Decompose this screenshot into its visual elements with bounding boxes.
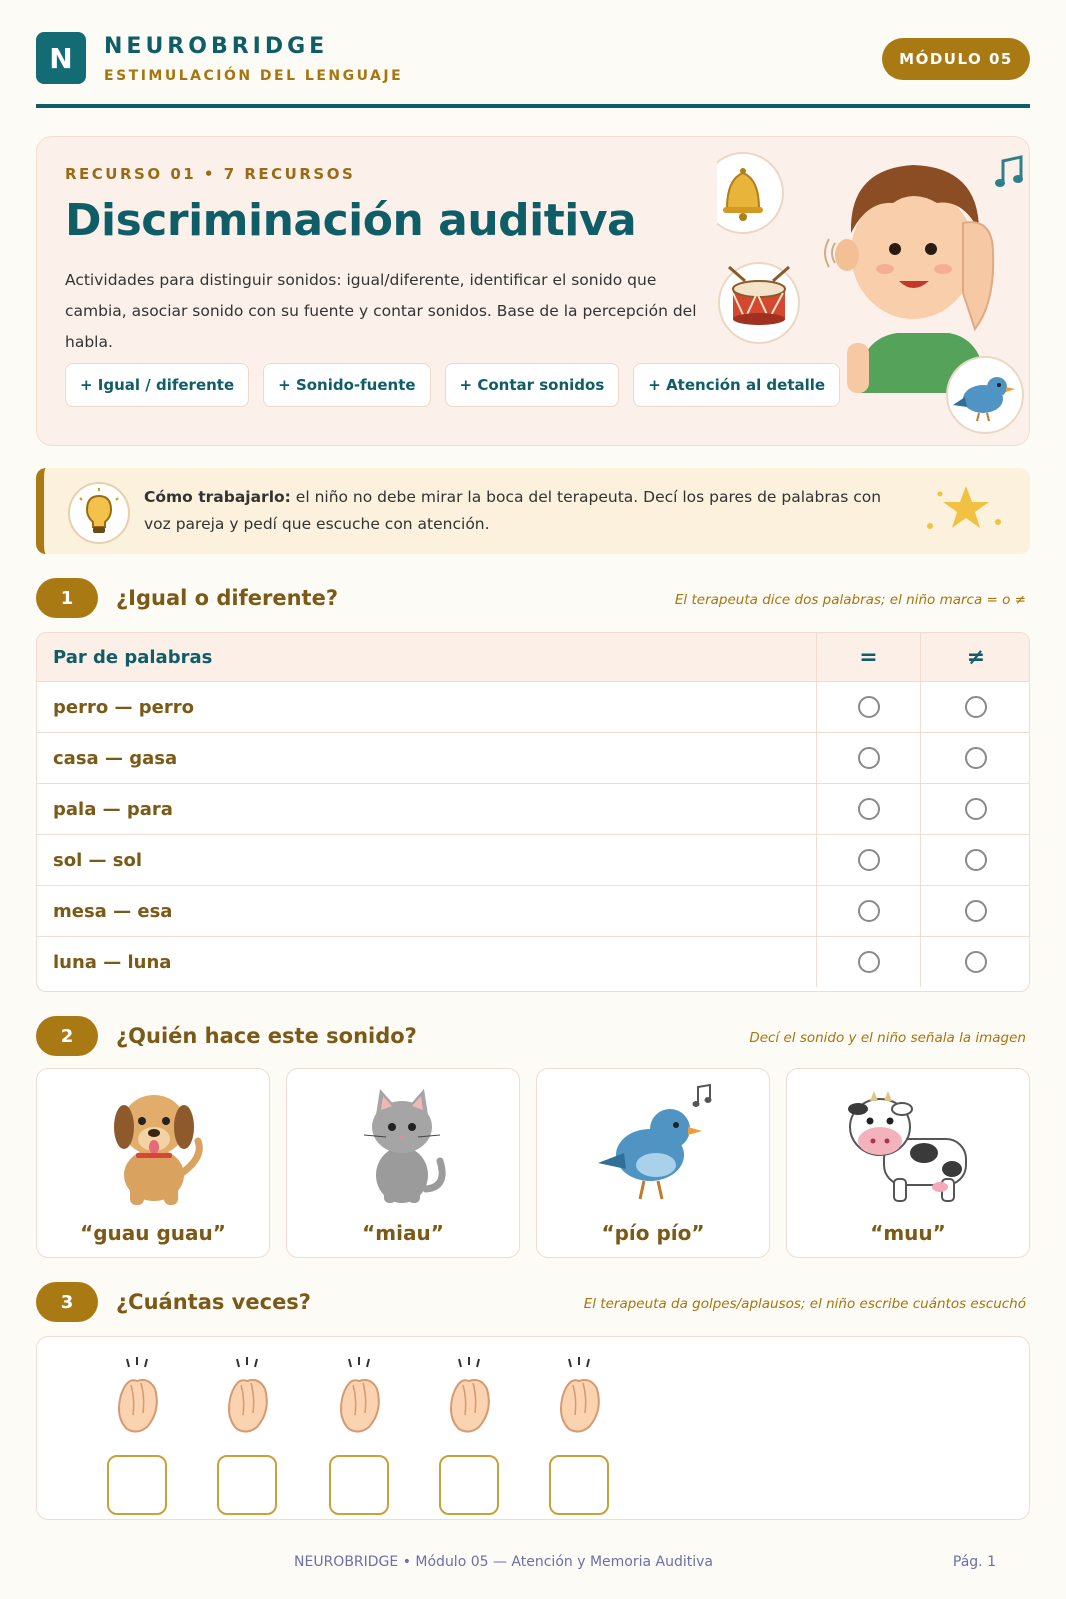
clap-item (319, 1355, 399, 1505)
chip-contar-sonidos[interactable]: + Contar sonidos (445, 363, 620, 407)
column-header-pair: Par de palabras (37, 633, 817, 681)
section-1-number: 1 (36, 578, 98, 618)
page-title: Discriminación auditiva (65, 195, 637, 246)
equal-radio[interactable] (858, 951, 880, 973)
word-pair: sol — sol (37, 835, 817, 885)
count-answer-box[interactable] (107, 1455, 167, 1515)
count-answer-box[interactable] (329, 1455, 389, 1515)
not-equal-radio[interactable] (965, 798, 987, 820)
chip-atencion-detalle[interactable]: + Atención al detalle (633, 363, 840, 407)
clap-item (429, 1355, 509, 1505)
brand-subtitle: ESTIMULACIÓN DEL LENGUAJE (104, 68, 404, 84)
count-answer-box[interactable] (439, 1455, 499, 1515)
word-pair: luna — luna (37, 937, 817, 987)
cow-icon (844, 1077, 974, 1207)
table-row (37, 834, 1030, 885)
column-header-not-equal: ≠ (966, 644, 986, 670)
clapping-hands-icon (319, 1355, 399, 1445)
chip-igual-diferente[interactable]: + Igual / diferente (65, 363, 249, 407)
boy-listening-illustration (717, 143, 1027, 443)
boy-figure (825, 165, 993, 393)
column-header-equal: = (817, 633, 921, 681)
equal-radio[interactable] (858, 900, 880, 922)
drum-icon (719, 263, 799, 343)
sound-label: “guau guau” (80, 1221, 226, 1245)
music-note-icon (995, 157, 1023, 187)
equal-radio[interactable] (858, 696, 880, 718)
not-equal-radio[interactable] (965, 849, 987, 871)
section-1-title: ¿Igual o diferente? (116, 586, 339, 610)
section-2-number: 2 (36, 1016, 98, 1056)
tip-label: Cómo trabajarlo: (144, 488, 291, 506)
sound-label: “pío pío” (601, 1221, 705, 1245)
section-1-instructions: El terapeuta dice dos palabras; el niño marca = o ≠ (674, 592, 1026, 608)
animal-card-bird[interactable] (536, 1068, 770, 1258)
section-2-title: ¿Quién hace este sonido? (116, 1024, 417, 1048)
word-pair: casa — gasa (37, 733, 817, 783)
bird-icon (594, 1077, 714, 1207)
clapping-hands-icon (429, 1355, 509, 1445)
clapping-hands-icon (207, 1355, 287, 1445)
tip-text (144, 484, 884, 538)
page-header (36, 30, 1030, 110)
hero-description: Actividades para distinguir sonidos: igual/diferente, identificar el sonido que cambia, asociar sonido con su fuente y contar sonidos. Base de la percepción del habla. (65, 271, 697, 351)
lightbulb-icon (66, 480, 132, 546)
animal-card-cow[interactable] (786, 1068, 1030, 1258)
not-equal-radio[interactable] (965, 900, 987, 922)
word-pairs-table (36, 632, 1030, 992)
clap-count-panel (36, 1336, 1030, 1520)
tip-box (36, 468, 1030, 554)
section-3-title: ¿Cuántas veces? (116, 1290, 311, 1314)
not-equal-radio[interactable] (965, 951, 987, 973)
animal-card-dog[interactable] (36, 1068, 270, 1258)
word-pair: pala — para (37, 784, 817, 834)
count-answer-box[interactable] (549, 1455, 609, 1515)
animal-card-cat[interactable] (286, 1068, 520, 1258)
table-row (37, 681, 1030, 732)
table-row (37, 885, 1030, 936)
table-row (37, 783, 1030, 834)
table-row (37, 732, 1030, 783)
animal-sound-cards (36, 1068, 1030, 1258)
dog-icon (94, 1077, 214, 1207)
header-divider (36, 104, 1030, 108)
clap-item (97, 1355, 177, 1505)
sound-label: “muu” (870, 1221, 946, 1245)
clap-item (207, 1355, 287, 1505)
brand-name: NEUROBRIDGE (104, 34, 329, 59)
sound-label: “miau” (362, 1221, 444, 1245)
hero-card (36, 136, 1030, 446)
clapping-hands-icon (539, 1355, 619, 1445)
tip-body: el niño no debe mirar la boca del terapeuta. Decí los pares de palabras con voz pareja y pedí que escuche con atención. (144, 488, 882, 533)
not-equal-radio[interactable] (965, 747, 987, 769)
page-number: Pág. 1 (952, 1554, 996, 1570)
bell-icon (717, 153, 783, 233)
word-pair: mesa — esa (37, 886, 817, 936)
table-header-row (37, 633, 1030, 681)
section-2-instructions: Decí el sonido y el niño señala la imagen (749, 1030, 1026, 1046)
bird-icon (947, 357, 1023, 433)
resource-kicker: RECURSO 01 • 7 RECURSOS (65, 165, 356, 183)
module-badge: MÓDULO 05 (882, 38, 1030, 80)
equal-radio[interactable] (858, 798, 880, 820)
page-footer (0, 1554, 1066, 1578)
count-answer-box[interactable] (217, 1455, 277, 1515)
word-pair: perro — perro (37, 682, 817, 732)
equal-radio[interactable] (858, 747, 880, 769)
chip-sonido-fuente[interactable]: + Sonido-fuente (263, 363, 430, 407)
logo: N (36, 32, 86, 84)
clapping-hands-icon (97, 1355, 177, 1445)
footer-text: NEUROBRIDGE • Módulo 05 — Atención y Memoria Auditiva (294, 1554, 713, 1570)
not-equal-radio[interactable] (965, 696, 987, 718)
section-3-number: 3 (36, 1282, 98, 1322)
section-3-instructions: El terapeuta da golpes/aplausos; el niño escribe cuántos escuchó (583, 1296, 1026, 1312)
star-icon (916, 480, 1006, 540)
clap-item (539, 1355, 619, 1505)
cat-icon (344, 1077, 464, 1207)
table-row (37, 936, 1030, 987)
equal-radio[interactable] (858, 849, 880, 871)
